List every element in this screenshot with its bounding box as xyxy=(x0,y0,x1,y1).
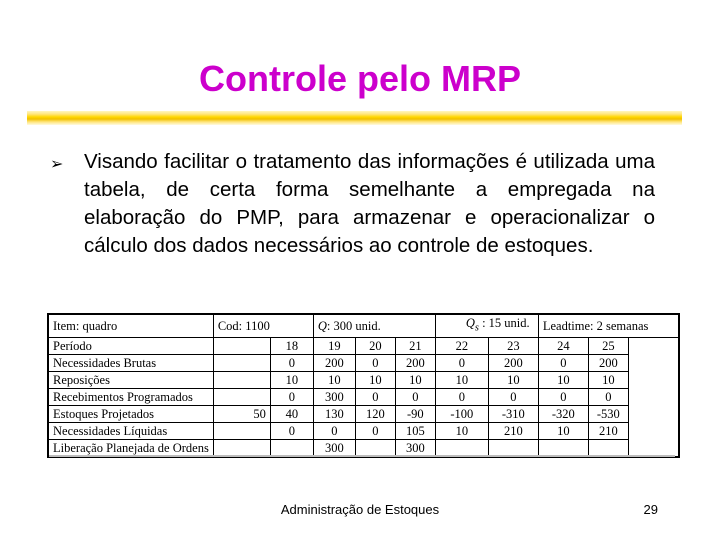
value-cell: 300 xyxy=(395,439,435,457)
initial-cell xyxy=(213,422,270,439)
value-cell: 210 xyxy=(588,422,628,439)
initial-cell xyxy=(213,388,270,405)
value-cell: 10 xyxy=(538,422,588,439)
value-cell: -530 xyxy=(588,405,628,422)
row-label: Reposições xyxy=(48,371,213,388)
row-label: Necessidades Brutas xyxy=(48,354,213,371)
value-cell: 22 xyxy=(435,337,488,354)
value-cell xyxy=(355,439,395,457)
value-cell: 0 xyxy=(270,388,313,405)
cod-cell: Cod: 1100 xyxy=(213,314,313,337)
value-cell: 0 xyxy=(355,422,395,439)
value-cell: 105 xyxy=(395,422,435,439)
table-row xyxy=(48,371,679,388)
table-row xyxy=(48,405,679,422)
value-cell: 10 xyxy=(395,371,435,388)
footer-text: Administração de Estoques xyxy=(280,502,440,517)
value-cell: 0 xyxy=(313,422,355,439)
body-paragraph: Visando facilitar o tratamento das informações é utilizada uma tabela, de certa forma semelhante a empregada na elaboração do PMP, para armazenar e operacionalizar o cálculo dos dados necessários ao controle de estoques. xyxy=(84,150,655,257)
qs-label: Q xyxy=(465,316,475,330)
value-cell: 0 xyxy=(588,388,628,405)
value-cell: 18 xyxy=(270,337,313,354)
leadtime-cell: Leadtime: 2 semanas xyxy=(538,314,679,337)
value-cell: 10 xyxy=(588,371,628,388)
value-cell: 0 xyxy=(488,388,538,405)
row-label: Liberação Planejada de Ordens xyxy=(48,439,213,457)
value-cell: 0 xyxy=(435,354,488,371)
qs-subscript: s xyxy=(474,322,479,334)
initial-cell: 50 xyxy=(213,405,270,422)
value-cell: 0 xyxy=(395,388,435,405)
table-row xyxy=(48,439,679,457)
value-cell: 10 xyxy=(435,422,488,439)
value-cell xyxy=(435,439,488,457)
value-cell: 0 xyxy=(538,354,588,371)
row-label: Recebimentos Programados xyxy=(48,388,213,405)
value-cell: 0 xyxy=(270,422,313,439)
value-cell: 300 xyxy=(313,388,355,405)
table-row xyxy=(48,422,679,439)
value-cell: 10 xyxy=(488,371,538,388)
value-cell: 24 xyxy=(538,337,588,354)
slide-title: Controle pelo MRP xyxy=(199,58,521,99)
value-cell: 23 xyxy=(488,337,538,354)
initial-cell xyxy=(213,354,270,371)
initial-cell xyxy=(213,439,270,457)
value-cell: 10 xyxy=(270,371,313,388)
item-cell: Item: quadro xyxy=(48,314,213,337)
qs-value: : 15 unid. xyxy=(478,316,530,330)
value-cell: 19 xyxy=(313,337,355,354)
value-cell: 20 xyxy=(355,337,395,354)
row-label: Estoques Projetados xyxy=(48,405,213,422)
row-label: Período xyxy=(48,337,213,354)
value-cell: 10 xyxy=(435,371,488,388)
mrp-table xyxy=(47,313,680,458)
title-underline xyxy=(27,111,682,125)
value-cell: -90 xyxy=(395,405,435,422)
value-cell xyxy=(588,439,628,457)
q-label: Q xyxy=(317,318,327,333)
value-cell: 130 xyxy=(313,405,355,422)
value-cell: 0 xyxy=(355,354,395,371)
page-number: 29 xyxy=(643,502,658,517)
value-cell xyxy=(488,439,538,457)
value-cell: 0 xyxy=(538,388,588,405)
value-cell: -100 xyxy=(435,405,488,422)
value-cell: 210 xyxy=(488,422,538,439)
initial-cell xyxy=(213,371,270,388)
mrp-header-row xyxy=(48,314,679,337)
table-shadow xyxy=(49,455,675,457)
initial-cell xyxy=(213,337,270,354)
value-cell: 0 xyxy=(270,354,313,371)
mrp-body xyxy=(48,337,679,457)
value-cell: -320 xyxy=(538,405,588,422)
value-cell: 200 xyxy=(588,354,628,371)
value-cell: -310 xyxy=(488,405,538,422)
arrow-bullet-icon: ➢ xyxy=(50,154,64,173)
qs-cell xyxy=(435,314,538,337)
value-cell: 10 xyxy=(313,371,355,388)
value-cell xyxy=(538,439,588,457)
value-cell: 10 xyxy=(538,371,588,388)
value-cell: 120 xyxy=(355,405,395,422)
value-cell: 200 xyxy=(395,354,435,371)
value-cell: 0 xyxy=(435,388,488,405)
value-cell: 0 xyxy=(355,388,395,405)
table-row xyxy=(48,354,679,371)
value-cell: 300 xyxy=(313,439,355,457)
value-cell: 21 xyxy=(395,337,435,354)
value-cell: 40 xyxy=(270,405,313,422)
table-row xyxy=(48,388,679,405)
value-cell: 200 xyxy=(313,354,355,371)
table-row xyxy=(48,337,679,354)
value-cell: 200 xyxy=(488,354,538,371)
value-cell: 25 xyxy=(588,337,628,354)
value-cell: 10 xyxy=(355,371,395,388)
row-label: Necessidades Líquidas xyxy=(48,422,213,439)
q-cell xyxy=(313,314,435,337)
value-cell xyxy=(270,439,313,457)
q-value: : 300 unid. xyxy=(326,318,381,333)
